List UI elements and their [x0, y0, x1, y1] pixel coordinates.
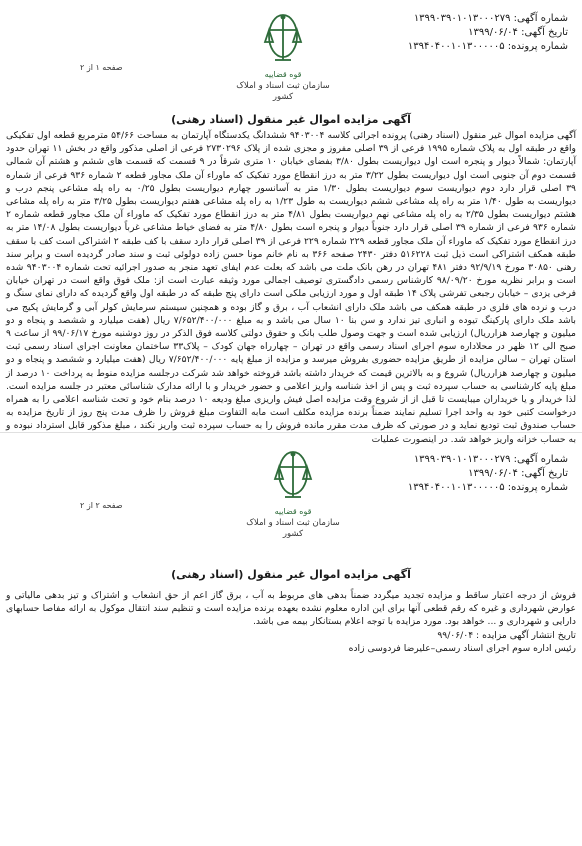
notice-body: آگهی مزایده اموال غیر منقول (اسناد رهنی) پرونده اجرائی کلاسه ۹۴۰۳۰۰۴ ششدانگ یکدستگاه آپارتمان به مساحت ۵۴/۶۶ مترمربع قطعه اول تفکیکی واقع در طبقه اول به پلاک شماره ۱۹۹۵ فرعی از ۳۹ اصلی مفروز و مجزی شده از پلاک ۲۷۳۰۲۹۶ فرعی از اصلی مذکور واقع در بخش ۱۱ تهران حدود آپارتمان: شمالاً دیوار و پنجره است اول دیواریست بطول ۳/۸۰ بفضای خیابان ۱۰ متری شرقاً در ۹ قسمت که قسمت های ششم و هشتم آن شمالی قسمت دوم آن جنوبی است اول دیواریست بطول ۳/۲۲ متر به درز انقطاع مورد تفکیک که ماوراء آن ملک مجاور قطعه ۲ شماره ۹۳۶ فرعی از شماره ۳۹ اصلی قرار دارد دوم دیواریست سوم دیواریست بطول ۱/۳۰ متر به آسانسور چهارم دیواریست بطول ۰/۲۵ به راه پله مشاعی پنجم درب و دیواریست به طول ۱/۴۰ متر به راه پله مشاعی ششم دیواریست به طول ۱/۲۳ به راه پله مشاعی هفتم دیواریست بطول ۳/۲۵ متر به راه پله مشاعی هشتم دیواریست بطول ۲/۳۵ به راه پله مشاعی نهم دیواریست بطول ۴/۸۱ متر به درز انقطاع مورد تفکیک که ماوراء آن ملک مجاور قطعه شماره ۲ شماره ۹۳۶ فرعی از شماره ۳۹ اصلی قرار دارد جنوباً دیوار و پنجره است بطول ۴/۸۰ متر به فضای خیاط مشاعی غرباً دیواریست بطول ۱۴/۰۸ متر به درز انقطاع مورد تفکیک که ماوراء آن ملک مجاور قطعه ۲۲۹ شماره ۲۲۹ فرعی از ۳۹ اصلی قرار دارد سقف با کف طبقه ۲ اشتراکی است کف با سقف طبقه همکف اشتراکی است ذیل ثبت ۵۱۶۲۲۸ دفتر ۲۴۳۰ صفحه ۳۶۶ به نام خانم مونا حسن زاده دولوئی ثبت و سند صادر گردیده است و برابر سند رهنی ۳۰۸۵۰ مورخ ۹۲/۹/۱۹ دفتر ۴۸۱ تهران در رهن بانک ملت می باشد که بعلت عدم ایفای تعهد منجر به صدور اجرائیه تحت شماره ۹۴۰۳۰۰۴ شده است و برابر نظریه مورخ ۹۸/۰۹/۲۰ کارشناس رسمی دادگستری توصیف اجمالی مورد وثیقه عبارت است از: ملک فوق واقع است در تهران خیابان فرخی یزدی – خیابان رجبعی تفرشی پلاک ۱۴ طبقه اول و مورد ارزیابی ملکی است دارای پنج طبقه که در طبقه اول واقع گردیده که دارای نمای سنگ و درب و نرده های فلزی در طبقه همکف می باشد ملک دارای انشعاب آب ، برق و گاز بوده و همچنین سیستم سرمایش کولر آبی و گرمایش پکیج می باشد ملک دارای پارکینگ تیوده و انباری تیز ندارد و سن بنا ۱۰ سال می باشد و به مبلغ ۷/۶۵۲/۴۰۰/۰۰۰ ریال (هفت میلیارد و ششصد و پنجاه و دو میلیون و چهارصد هزارریال) ارزیابی شده است و جهت وصول طلب بانک و حقوق دولتی کلاسه فوق الذکر در روز دوشنبه مورخ ۹۹/۰۶/۱۷ از ساعت ۹ صبح الی ۱۲ ظهر در محلاداره سوم اجرای اسناد رسمی واقع در تهران – چهارراه جهان کودک – پلاک۳۳ ساختمان معاونت اجرای اسناد رسمی ثبت استان تهران – سالن مزایده از طریق مزایده حضوری بفروش میرسد و مزایده از مبلغ پایه ۷/۶۵۲/۴۰۰/۰۰۰ ریال (هفت میلیارد و ششصد و پنجاه و دو میلیون و چهارصد هزارریال) شروع و به بالاترین قیمت که خریدار داشته باشد فروخته خواهد شد شرکت درجلسه مزایده منوط به پرداخت ۱۰ درصد از مبلغ پایه کارشناسی به حساب سپرده ثبت و پس از اخذ شناسه واریز اعلامی و حضور خریدار و با ارائه مدارک شناسائی معتبر در جلسه مزایده است. لذا خریدار و یا خریداران میبایست تا قبل از از شروع وقت مزایده اصل فیش واریزی مبلغ ودیعه ۱۰ درصد بنام خود و تحت شناسه اعلامی را به همراه درخواست کتبی خود به واحد اجرا تسلیم نمایند ضمناً برنده مزایده مکلف است مابه التفاوت مبلغ فروش را ظرف مدت پنج روز از تاریخ مزایده به حساب صندوق ثبت تودیع نماید و در صورتی که ظرف مدت مقرر مانده فروش را به حساب سپرده ثبت واریز نکند ، مبلغ مذکور قابل استرداد نبوده و به حساب خزانه واریز خواهد شد. در اینصورت عملیات	[6, 130, 577, 445]
organization-name: سازمان ثبت اسناد و املاک کشور	[236, 81, 330, 102]
judiciary-emblem	[228, 10, 338, 103]
notice-title: آگهی مزایده اموال غیر منقول (اسناد رهنی)	[171, 113, 411, 126]
scales-of-justice-icon	[270, 447, 316, 507]
notice-number: شماره آگهی: ۱۳۹۹۰۳۹۰۱۰۱۳۰۰۰۲۷۹	[413, 454, 568, 465]
file-number: شماره پرونده: ۱۳۹۴۰۴۰۰۱۰۱۳۰۰۰۰۰۵	[407, 41, 568, 52]
notice-page-2	[0, 437, 582, 846]
emblem-label: قوه قضاییه	[264, 70, 302, 79]
notice-number: شماره آگهی: ۱۳۹۹۰۳۹۰۱۰۱۳۰۰۰۲۷۹	[413, 13, 568, 24]
scales-of-justice-icon	[260, 10, 306, 70]
notice-meta	[408, 453, 568, 495]
organization-name: سازمان ثبت اسناد و املاک کشور	[246, 518, 340, 539]
notice-body-text: فروش از درجه اعتبار ساقط و مزایده تجدید میگردد ضمناً بدهی های مربوط به آب ، برق گاز اعم از حق انشعاب و اشتراک و تیز بدهی مالیاتی و عوارض شهرداری و غیره که رقم قطعی آنها برای این اداره معلوم نشده بعهده برنده مزایده است و تنظیم سند انتقال موکول به ارائه مفاصا حسابهای دارایی و شهرداری و ... خواهد بود. مورد مزایده با توجه اعلام بستانکار بیمه می باشد.	[6, 590, 576, 628]
publish-date: تاریخ انتشار آگهی مزایده : ۹۹/۰۶/۰۴	[437, 629, 576, 641]
page-number: صفحه ۲ از ۲	[80, 501, 123, 510]
notice-title: آگهی مزایده اموال غیر منقول (اسناد رهنی)	[171, 568, 411, 581]
notice-date: تاریخ آگهی: ۱۳۹۹/۰۶/۰۴	[468, 468, 568, 479]
signature-line: رئیس اداره سوم اجرای اسناد رسمی–علیرضا فردوسی زاده	[348, 642, 576, 654]
emblem-label: قوه قضاییه	[274, 507, 312, 516]
page-separator	[0, 432, 582, 433]
file-number: شماره پرونده: ۱۳۹۴۰۴۰۰۱۰۱۳۰۰۰۰۰۵	[407, 482, 568, 493]
notice-date: تاریخ آگهی: ۱۳۹۹/۰۶/۰۴	[468, 27, 568, 38]
notice-body	[6, 589, 576, 655]
page-number: صفحه ۱ از ۲	[80, 63, 123, 72]
judiciary-emblem	[238, 447, 348, 540]
notice-meta	[408, 12, 568, 54]
